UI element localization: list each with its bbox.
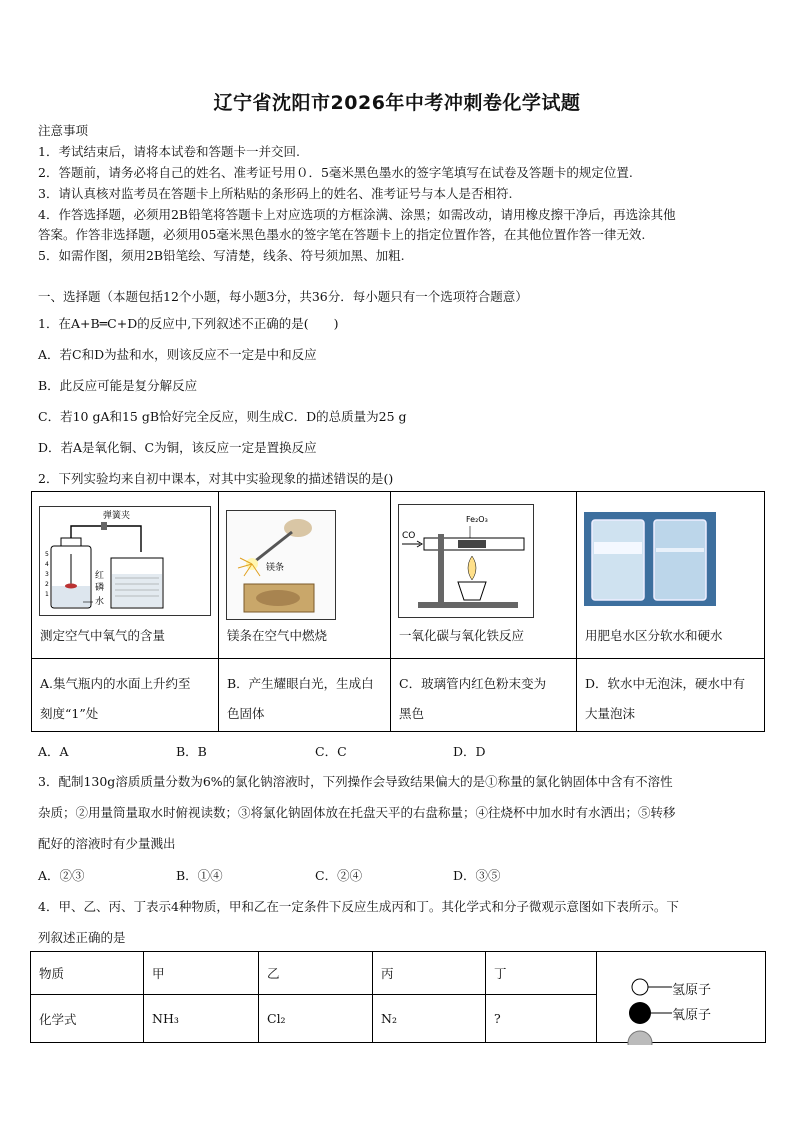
q3-choice-d: D．③⑤ — [453, 868, 501, 883]
experiment-caption: 镁条在空气中燃烧 — [227, 628, 328, 643]
table-header-cell: 丁 — [486, 952, 597, 995]
svg-text:1: 1 — [45, 591, 49, 598]
notice-item: 1．考试结束后，请将本试卷和答题卡一并交回. — [38, 144, 300, 159]
q1-option-d: D．若A是氧化铜、C为铜，该反应一定是置换反应 — [38, 440, 317, 455]
table-cell: ? — [486, 995, 597, 1043]
notice-item: 3．请认真核对监考员在答题卡上所粘贴的条形码上的姓名、准考证号与本人是否相符. — [38, 186, 513, 201]
experiment-cell-magnesium — [219, 492, 391, 659]
table-cell: 化学式 — [31, 995, 144, 1043]
q3-stem: 杂质；②用量筒量取水时俯视读数；③将氯化钠固体放在托盘天平的右盘称量；④往烧杯中加水时有水洒出；⑤转移 — [38, 805, 676, 820]
magnesium-strip-label: 镁条 — [266, 563, 285, 573]
q2-choice-b: B．B — [176, 744, 207, 759]
experiment-cell-soap-water — [577, 492, 765, 659]
svg-text:磷: 磷 — [95, 583, 105, 593]
fe2o3-label: Fe₂O₃ — [466, 515, 488, 524]
q1-option-a: A．若C和D为盐和水，则该反应不一定是中和反应 — [38, 347, 317, 362]
table-header-cell: 丙 — [373, 952, 486, 995]
q2-description-a: A.集气瓶内的水面上升约至 刻度“1”处 — [32, 659, 219, 732]
magnesium-burning-image — [226, 510, 336, 620]
q3-choice-b: B．①④ — [176, 868, 223, 883]
q2-description-d: D．软水中无泡沫，硬水中有 大量泡沫 — [577, 659, 765, 732]
table-header-cell: 甲 — [144, 952, 259, 995]
oxygen-measurement-apparatus-image — [39, 506, 211, 616]
soft-hard-water-beakers-image — [584, 512, 716, 606]
table-cell: NH₃ — [144, 995, 259, 1043]
legend-oxygen-label: 氧原子 — [672, 1008, 712, 1023]
svg-text:5: 5 — [45, 551, 49, 558]
q3-stem: 配好的溶液时有少量溅出 — [38, 836, 176, 851]
co-label: CO — [402, 531, 416, 541]
q4-stem: 列叙述正确的是 — [38, 930, 126, 945]
hydrogen-atom-icon — [632, 979, 648, 995]
experiment-caption: 用肥皂水区分软水和硬水 — [585, 628, 723, 643]
spring-clip-label: 弹簧夹 — [103, 511, 131, 521]
svg-text:4: 4 — [45, 561, 49, 568]
table-header-cell: 物质 — [31, 952, 144, 995]
notice-heading: 注意事项 — [38, 123, 89, 138]
q2-stem: 2．下列实验均来自初中课本，对其中实验现象的描述错误的是() — [38, 471, 394, 486]
q2-description-b: B．产生耀眼白光，生成白 色固体 — [219, 659, 391, 732]
oxygen-atom-icon — [629, 1002, 651, 1024]
q2-description-c: C．玻璃管内红色粉末变为 黑色 — [391, 659, 577, 732]
notice-item: 2．答题前，请务必将自己的姓名、准考证号用０．5毫米黑色墨水的签字笔填写在试卷及答题卡的规定位置. — [38, 165, 633, 180]
q3-choice-c: C．②④ — [315, 868, 363, 883]
table-cell: Cl₂ — [259, 995, 373, 1043]
notice-item: 4．作答选择题，必须用2B铅笔将答题卡上对应选项的方框涂满、涂黑；如需改动，请用橡皮擦干净后，再选涂其他 — [38, 207, 676, 222]
notice-item: 5．如需作图，须用2B铅笔绘、写清楚，线条、符号须加黑、加粗. — [38, 248, 405, 263]
svg-text:2: 2 — [45, 581, 49, 588]
q2-choice-d: D．D — [453, 744, 486, 759]
partial-atom-icon — [628, 1031, 652, 1045]
q1-option-b: B．此反应可能是复分解反应 — [38, 378, 198, 393]
q1-option-c: C．若10 gA和15 gB恰好完全反应，则生成C．D的总质量为25 g — [38, 409, 407, 424]
table-header-cell: 乙 — [259, 952, 373, 995]
q2-experiment-table — [31, 491, 765, 732]
notice-item: 答案。作答非选择题，必须用05毫米黑色墨水的签字笔在答题卡上的指定位置作答，在其他位置作答一律无效. — [38, 227, 646, 242]
q2-choice-c: C．C — [315, 744, 347, 759]
page-title: 辽宁省沈阳市2026年中考冲刺卷化学试题 — [213, 92, 581, 114]
table-cell: N₂ — [373, 995, 486, 1043]
svg-text:红: 红 — [95, 571, 105, 581]
experiment-caption: 测定空气中氧气的含量 — [40, 628, 166, 643]
experiment-cell-co-fe2o3 — [391, 492, 577, 659]
q3-stem: 3．配制130g溶质质量分数为6%的氯化钠溶液时，下列操作会导致结果偏大的是①称量的氯化钠固体中含有不溶性 — [38, 774, 673, 789]
q1-stem: 1．在A+B═C+D的反应中,下列叙述不正确的是( ) — [38, 316, 339, 331]
q3-choice-a: A．②③ — [38, 868, 85, 883]
water-label: 水 — [95, 597, 105, 607]
svg-text:3: 3 — [45, 571, 49, 578]
co-iron-oxide-apparatus-image — [398, 504, 534, 618]
q2-choice-a: A．A — [38, 744, 69, 759]
q4-stem: 4．甲、乙、丙、丁表示4种物质，甲和乙在一定条件下反应生成丙和丁。其化学式和分子微观示意图如下表所示。下 — [38, 899, 679, 914]
section-heading: 一、选择题（本题包括12个小题，每小题3分，共36分．每小题只有一个选项符合题意） — [38, 289, 528, 304]
legend-hydrogen-label: 氢原子 — [672, 983, 712, 998]
experiment-cell-oxygen — [32, 492, 219, 659]
experiment-caption: 一氧化碳与氧化铁反应 — [399, 628, 525, 643]
